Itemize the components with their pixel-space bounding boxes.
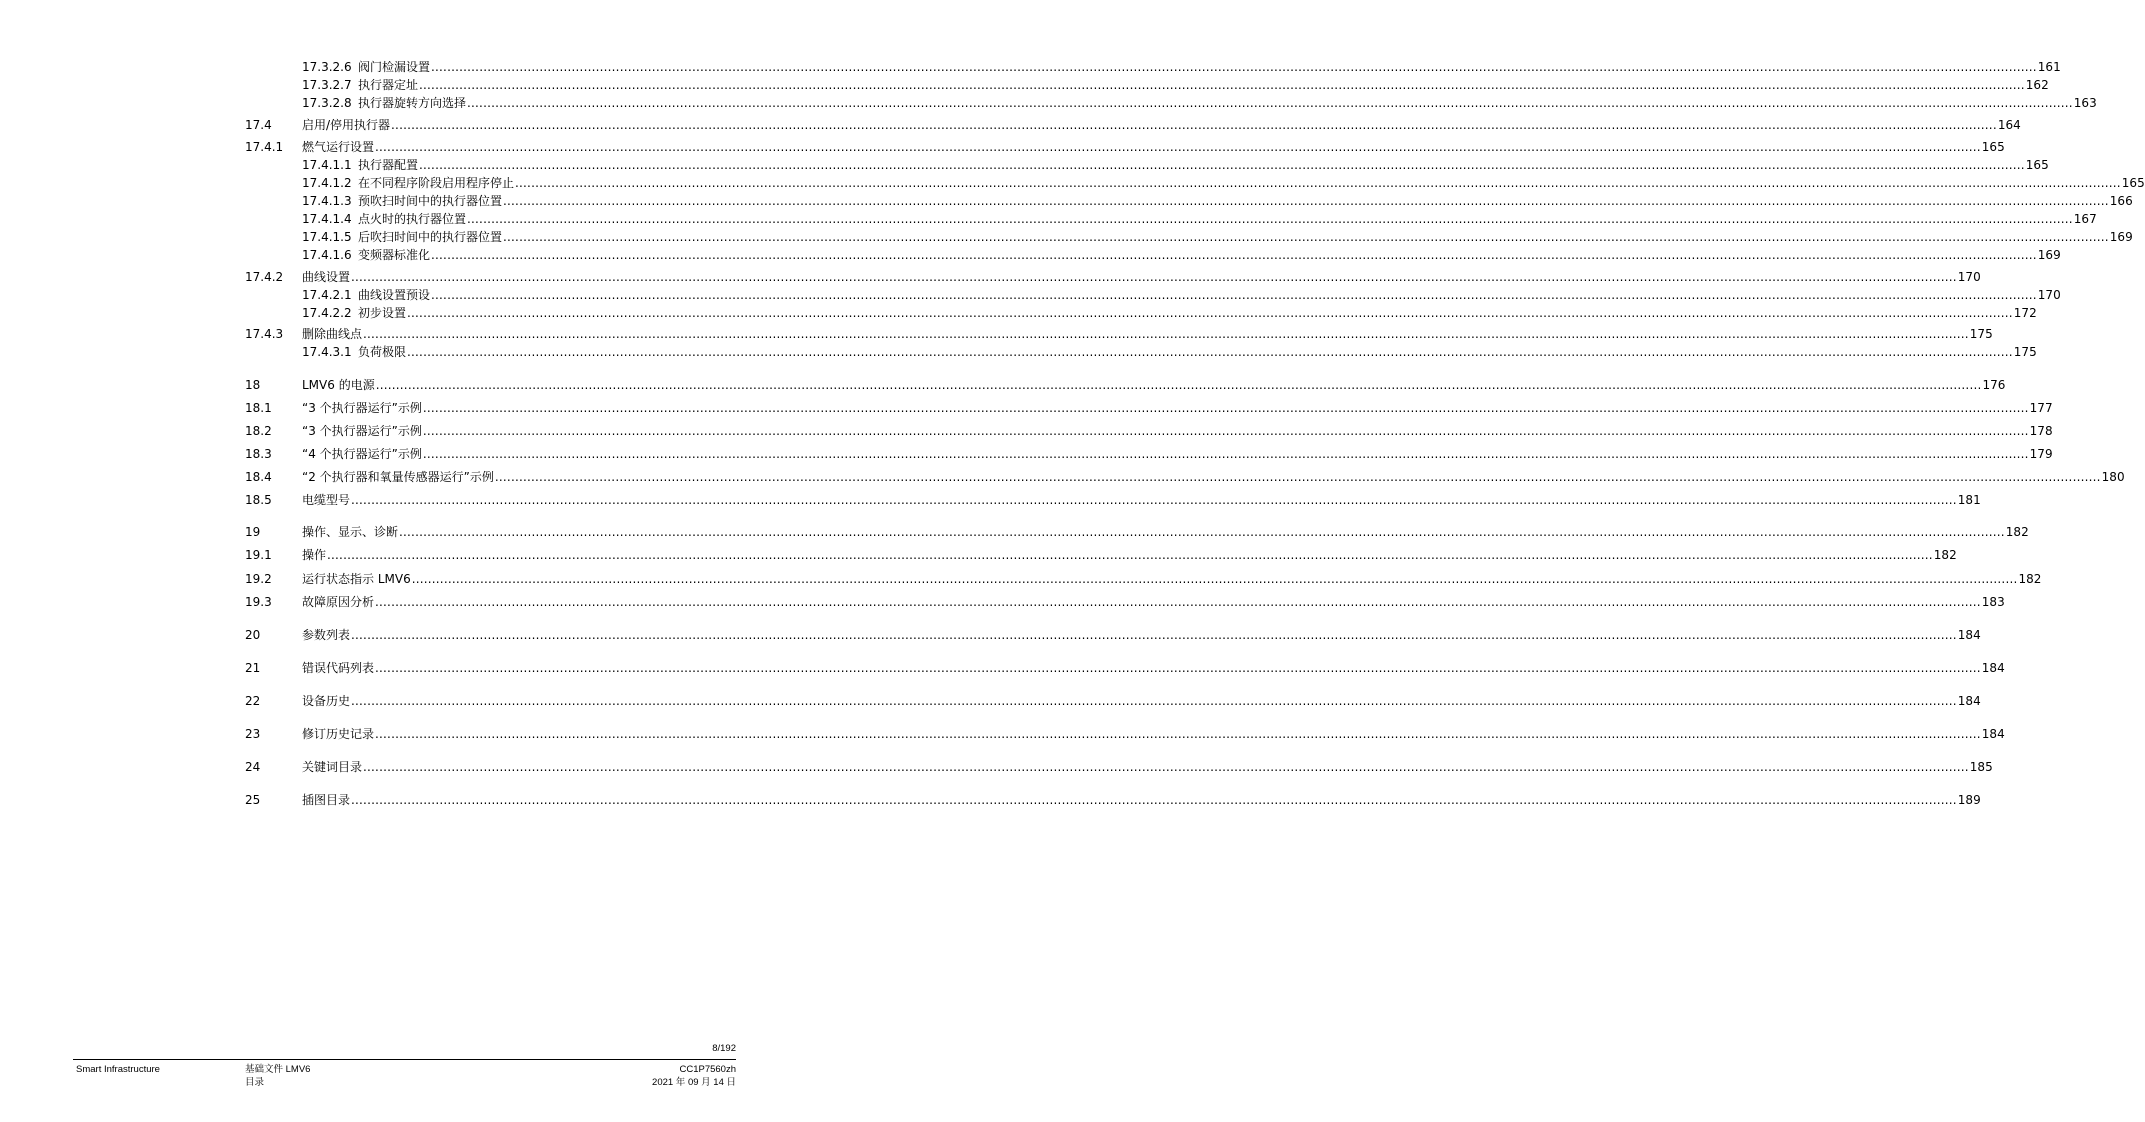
toc-entry-title: 负荷极限 xyxy=(358,345,407,359)
toc-entry-title: 曲线设置预设 xyxy=(358,288,431,302)
toc-entry-page: 161 xyxy=(2037,60,2061,74)
toc-entry-number: 18.5 xyxy=(245,493,272,507)
toc-entry-page: 165 xyxy=(2025,158,2049,172)
toc-entry-title-wrap xyxy=(302,156,418,174)
toc-entry-subnumber: 17.3.2.8 xyxy=(302,96,352,110)
toc-entry-page: 183 xyxy=(1981,595,2005,609)
toc-entry-page: 176 xyxy=(1982,378,2006,392)
toc-entry-number: 17.4.2 xyxy=(245,270,284,284)
toc-entry-line xyxy=(302,468,2125,486)
toc-entry-title: 在不同程序阶段启用程序停止 xyxy=(358,176,515,190)
toc-entry[interactable] xyxy=(0,304,2037,322)
toc-entry-line xyxy=(302,523,2029,541)
footer-date: 2021 年 09 月 14 日 xyxy=(652,1077,736,1088)
toc-entry[interactable] xyxy=(0,376,2006,394)
toc-entry-title-wrap xyxy=(302,192,502,210)
toc-entry-line xyxy=(302,422,2053,440)
toc-dot-leader: ................................................................................................................................................................................................................................................................................................................................................................................................................ xyxy=(503,194,2109,208)
toc-entry[interactable] xyxy=(0,422,2053,440)
toc-entry-title: 关键词目录 xyxy=(302,760,363,774)
toc-entry-title-wrap xyxy=(302,659,374,677)
toc-entry[interactable] xyxy=(0,325,1993,343)
toc-entry-number: 25 xyxy=(245,793,261,807)
toc-entry-title: 执行器旋转方向选择 xyxy=(358,96,467,110)
toc-dot-leader: ................................................................................................................................................................................................................................................................................................................................................................................................................ xyxy=(351,270,1957,284)
toc-entry-title: “4 个执行器运行”示例 xyxy=(302,447,422,461)
toc-entry-title-wrap xyxy=(302,376,375,394)
toc-entry-line xyxy=(302,570,2042,588)
toc-entry[interactable] xyxy=(0,791,1981,809)
toc-entry-title: 修订历史记录 xyxy=(302,727,375,741)
toc-entry-page: 163 xyxy=(2073,96,2097,110)
toc-dot-leader: ................................................................................................................................................................................................................................................................................................................................................................................................................ xyxy=(407,306,2013,320)
toc-entry-title-wrap xyxy=(302,523,398,541)
toc-entry-page: 162 xyxy=(2025,78,2049,92)
toc-entry-page: 181 xyxy=(1957,493,1981,507)
toc-entry-subnumber: 17.4.1.3 xyxy=(302,194,352,208)
toc-entry-page: 167 xyxy=(2073,212,2097,226)
toc-entry-title: 后吹扫时间中的执行器位置 xyxy=(358,230,503,244)
toc-entry[interactable] xyxy=(0,725,2005,743)
footer-doc-code: CC1P7560zh xyxy=(679,1064,736,1075)
toc-entry-page: 175 xyxy=(1969,327,1993,341)
footer-divider xyxy=(73,1059,736,1060)
toc-entry-subnumber: 17.4.2.1 xyxy=(302,288,352,302)
toc-entry-line xyxy=(302,758,1993,776)
toc-entry-title: 运行状态指示 LMV6 xyxy=(302,572,411,586)
toc-entry-line xyxy=(302,343,2037,361)
toc-entry-title: 燃气运行设置 xyxy=(302,140,375,154)
toc-entry[interactable] xyxy=(0,523,2029,541)
toc-dot-leader: ................................................................................................................................................................................................................................................................................................................................................................................................................ xyxy=(411,572,2018,586)
toc-entry-title: 故障原因分析 xyxy=(302,595,375,609)
toc-entry-line xyxy=(302,210,2097,228)
toc-entry-subnumber: 17.3.2.6 xyxy=(302,60,352,74)
toc-entry-title: 错误代码列表 xyxy=(302,661,375,675)
toc-entry-number: 18.1 xyxy=(245,401,272,415)
toc-entry-page: 185 xyxy=(1969,760,1993,774)
toc-entry[interactable] xyxy=(0,692,1981,710)
toc-entry-line xyxy=(302,659,2005,677)
toc-entry-line xyxy=(302,325,1993,343)
toc-entry-page: 177 xyxy=(2029,401,2053,415)
toc-dot-leader: ................................................................................................................................................................................................................................................................................................................................................................................................................ xyxy=(431,288,2037,302)
toc-entry[interactable] xyxy=(0,174,2145,192)
toc-entry-title-wrap xyxy=(302,468,494,486)
toc-entry-title: 操作 xyxy=(302,548,327,562)
toc-dot-leader: ................................................................................................................................................................................................................................................................................................................................................................................................................ xyxy=(467,96,2073,110)
toc-dot-leader: ................................................................................................................................................................................................................................................................................................................................................................................................................ xyxy=(351,793,1957,807)
toc-entry-line xyxy=(302,116,2021,134)
footer-section: 目录 xyxy=(245,1077,265,1088)
toc-dot-leader: ................................................................................................................................................................................................................................................................................................................................................................................................................ xyxy=(494,470,2101,484)
toc-entry-title-wrap xyxy=(302,304,406,322)
toc-entry-title: “3 个执行器运行”示例 xyxy=(302,424,422,438)
toc-entry-page: 182 xyxy=(2018,572,2042,586)
toc-entry-title: 电缆型号 xyxy=(302,493,351,507)
toc-entry[interactable] xyxy=(0,491,1981,509)
toc-dot-leader: ................................................................................................................................................................................................................................................................................................................................................................................................................ xyxy=(351,493,1957,507)
toc-entry-title-wrap xyxy=(302,546,326,564)
toc-entry-title-wrap xyxy=(302,210,466,228)
toc-entry-subnumber: 17.4.2.2 xyxy=(302,306,352,320)
toc-dot-leader: ................................................................................................................................................................................................................................................................................................................................................................................................................ xyxy=(431,60,2037,74)
toc-entry-title: 阀门检漏设置 xyxy=(358,60,431,74)
toc-entry-number: 19.3 xyxy=(245,595,272,609)
toc-entry-title: 点火时的执行器位置 xyxy=(358,212,467,226)
footer-company: Smart Infrastructure xyxy=(76,1064,160,1075)
toc-entry-title-wrap xyxy=(302,399,422,417)
toc-entry-title: 初步设置 xyxy=(358,306,407,320)
toc-entry-title: 曲线设置 xyxy=(302,270,351,284)
toc-entry-line xyxy=(302,286,2061,304)
toc-entry-title-wrap xyxy=(302,692,350,710)
toc-dot-leader: ................................................................................................................................................................................................................................................................................................................................................................................................................ xyxy=(351,628,1957,642)
toc-entry[interactable] xyxy=(0,626,1981,644)
toc-entry-title-wrap xyxy=(302,94,466,112)
toc-entry-page: 170 xyxy=(1957,270,1981,284)
toc-entry-title: 插图目录 xyxy=(302,793,351,807)
toc-entry-title: 设备历史 xyxy=(302,694,351,708)
toc-dot-leader: ................................................................................................................................................................................................................................................................................................................................................................................................................ xyxy=(399,525,2005,539)
toc-entry-number: 18.3 xyxy=(245,447,272,461)
toc-entry[interactable] xyxy=(0,399,2053,417)
toc-entry-title-wrap xyxy=(302,343,406,361)
toc-entry[interactable] xyxy=(0,268,1981,286)
toc-dot-leader: ................................................................................................................................................................................................................................................................................................................................................................................................................ xyxy=(375,727,1981,741)
toc-entry-page: 172 xyxy=(2013,306,2037,320)
toc-entry-page: 180 xyxy=(2101,470,2125,484)
toc-entry-page: 175 xyxy=(2013,345,2037,359)
toc-entry-line xyxy=(302,692,1981,710)
toc-entry-line xyxy=(302,304,2037,322)
toc-entry-title: LMV6 的电源 xyxy=(302,378,375,392)
toc-entry-title: 预吹扫时间中的执行器位置 xyxy=(358,194,503,208)
toc-entry-number: 17.4.1 xyxy=(245,140,284,154)
toc-entry-title-wrap xyxy=(302,791,350,809)
toc-entry-title-wrap xyxy=(302,570,411,588)
toc-entry-number: 18.2 xyxy=(245,424,272,438)
toc-entry[interactable] xyxy=(0,210,2097,228)
toc-entry-page: 169 xyxy=(2037,248,2061,262)
toc-entry-title-wrap xyxy=(302,228,502,246)
toc-entry-line xyxy=(302,174,2145,192)
toc-entry-title-wrap xyxy=(302,286,430,304)
toc-entry-title: “3 个执行器运行”示例 xyxy=(302,401,422,415)
toc-entry-title-wrap xyxy=(302,593,374,611)
toc-entry[interactable] xyxy=(0,156,2049,174)
toc-entry-page: 166 xyxy=(2109,194,2133,208)
toc-entry-title-wrap xyxy=(302,325,362,343)
toc-entry-number: 19.1 xyxy=(245,548,272,562)
toc-dot-leader: ................................................................................................................................................................................................................................................................................................................................................................................................................ xyxy=(422,424,2029,438)
toc-entry-title-wrap xyxy=(302,491,350,509)
toc-entry-number: 24 xyxy=(245,760,261,774)
toc-entry-title-wrap xyxy=(302,268,350,286)
toc-entry-line xyxy=(302,725,2005,743)
toc-dot-leader: ................................................................................................................................................................................................................................................................................................................................................................................................................ xyxy=(375,661,1981,675)
toc-entry-page: 189 xyxy=(1957,793,1981,807)
toc-entry-title-wrap xyxy=(302,725,374,743)
toc-entry-title-wrap xyxy=(302,445,422,463)
toc-entry[interactable] xyxy=(0,593,2005,611)
toc-entry-title: 参数列表 xyxy=(302,628,351,642)
toc-entry-line xyxy=(302,268,1981,286)
toc-entry-title-wrap xyxy=(302,116,390,134)
toc-entry-title: 操作、显示、诊断 xyxy=(302,525,399,539)
toc-entry-line xyxy=(302,593,2005,611)
toc-entry-title-wrap xyxy=(302,246,430,264)
toc-entry[interactable] xyxy=(0,546,1957,564)
toc-entry-title: 变频器标准化 xyxy=(358,248,431,262)
toc-dot-leader: ................................................................................................................................................................................................................................................................................................................................................................................................................ xyxy=(431,248,2037,262)
toc-entry-subnumber: 17.4.1.1 xyxy=(302,158,352,172)
toc-dot-leader: ................................................................................................................................................................................................................................................................................................................................................................................................................ xyxy=(391,118,1997,132)
toc-entry-title: “2 个执行器和氧量传感器运行”示例 xyxy=(302,470,494,484)
toc-entry-line xyxy=(302,246,2061,264)
toc-entry-page: 165 xyxy=(2121,176,2145,190)
toc-entry-number: 22 xyxy=(245,694,261,708)
toc-entry-line xyxy=(302,376,2006,394)
toc-dot-leader: ................................................................................................................................................................................................................................................................................................................................................................................................................ xyxy=(327,548,1933,562)
toc-entry-number: 18 xyxy=(245,378,261,392)
toc-dot-leader: ................................................................................................................................................................................................................................................................................................................................................................................................................ xyxy=(419,158,2025,172)
toc-entry-page: 184 xyxy=(1981,727,2005,741)
toc-entry-page: 165 xyxy=(1981,140,2005,154)
toc-entry-number: 21 xyxy=(245,661,261,675)
toc-entry[interactable] xyxy=(0,659,2005,677)
toc-dot-leader: ................................................................................................................................................................................................................................................................................................................................................................................................................ xyxy=(467,212,2073,226)
toc-entry-title-wrap xyxy=(302,58,430,76)
toc-entry[interactable] xyxy=(0,94,2097,112)
toc-dot-leader: ................................................................................................................................................................................................................................................................................................................................................................................................................ xyxy=(351,694,1957,708)
toc-dot-leader: ................................................................................................................................................................................................................................................................................................................................................................................................................ xyxy=(422,401,2029,415)
toc-entry-subnumber: 17.4.3.1 xyxy=(302,345,352,359)
toc-entry-title-wrap xyxy=(302,422,422,440)
toc-entry-line xyxy=(302,156,2049,174)
toc-entry-title-wrap xyxy=(302,758,362,776)
toc-dot-leader: ................................................................................................................................................................................................................................................................................................................................................................................................................ xyxy=(419,78,2025,92)
toc-entry-page: 184 xyxy=(1981,661,2005,675)
toc-entry[interactable] xyxy=(0,445,2053,463)
toc-dot-leader: ................................................................................................................................................................................................................................................................................................................................................................................................................ xyxy=(363,760,1969,774)
toc-entry[interactable] xyxy=(0,116,2021,134)
footer-doc-title: 基础文件 LMV6 xyxy=(245,1064,311,1075)
toc-entry-line xyxy=(302,445,2053,463)
toc-entry-page: 184 xyxy=(1957,694,1981,708)
toc-entry[interactable] xyxy=(0,76,2049,94)
toc-entry-page: 164 xyxy=(1997,118,2021,132)
toc-dot-leader: ................................................................................................................................................................................................................................................................................................................................................................................................................ xyxy=(375,595,1981,609)
toc-entry-title-wrap xyxy=(302,626,350,644)
toc-entry-line xyxy=(302,626,1981,644)
toc-entry-line xyxy=(302,76,2049,94)
toc-entry-page: 184 xyxy=(1957,628,1981,642)
toc-entry-line xyxy=(302,192,2133,210)
toc-entry[interactable] xyxy=(0,570,2042,588)
toc-entry-title-wrap xyxy=(302,174,514,192)
toc-entry[interactable] xyxy=(0,286,2061,304)
toc-entry-number: 19 xyxy=(245,525,261,539)
toc-entry-page: 179 xyxy=(2029,447,2053,461)
toc-entry[interactable] xyxy=(0,758,1993,776)
toc-entry-title: 执行器定址 xyxy=(358,78,419,92)
toc-dot-leader: ................................................................................................................................................................................................................................................................................................................................................................................................................ xyxy=(422,447,2029,461)
toc-entry-subnumber: 17.4.1.2 xyxy=(302,176,352,190)
toc-entry-title: 删除曲线点 xyxy=(302,327,363,341)
toc-dot-leader: ................................................................................................................................................................................................................................................................................................................................................................................................................ xyxy=(363,327,1969,341)
toc-entry-number: 20 xyxy=(245,628,261,642)
toc-dot-leader: ................................................................................................................................................................................................................................................................................................................................................................................................................ xyxy=(407,345,2013,359)
toc-entry-number: 17.4.3 xyxy=(245,327,284,341)
toc-entry-page: 182 xyxy=(1933,548,1957,562)
toc-dot-leader: ................................................................................................................................................................................................................................................................................................................................................................................................................ xyxy=(375,378,1982,392)
toc-entry-subnumber: 17.4.1.4 xyxy=(302,212,352,226)
toc-entry-title-wrap xyxy=(302,138,374,156)
toc-entry-line xyxy=(302,491,1981,509)
toc-entry-title-wrap xyxy=(302,76,418,94)
toc-entry-subnumber: 17.4.1.6 xyxy=(302,248,352,262)
toc-entry-number: 17.4 xyxy=(245,118,272,132)
toc-entry-line xyxy=(302,546,1957,564)
toc-entry-line xyxy=(302,58,2061,76)
toc-dot-leader: ................................................................................................................................................................................................................................................................................................................................................................................................................ xyxy=(375,140,1981,154)
toc-entry[interactable] xyxy=(0,343,2037,361)
toc-entry-page: 178 xyxy=(2029,424,2053,438)
toc-entry-line xyxy=(302,138,2005,156)
toc-entry[interactable] xyxy=(0,192,2133,210)
toc-entry-page: 169 xyxy=(2109,230,2133,244)
toc-entry-number: 23 xyxy=(245,727,261,741)
toc-dot-leader: ................................................................................................................................................................................................................................................................................................................................................................................................................ xyxy=(503,230,2109,244)
toc-entry-title: 启用/停用执行器 xyxy=(302,118,391,132)
toc-entry[interactable] xyxy=(0,58,2061,76)
toc-entry[interactable] xyxy=(0,228,2133,246)
toc-entry-line xyxy=(302,399,2053,417)
toc-entry[interactable] xyxy=(0,468,2125,486)
toc-entry-title: 执行器配置 xyxy=(358,158,419,172)
toc-entry-page: 182 xyxy=(2005,525,2029,539)
toc-entry-subnumber: 17.4.1.5 xyxy=(302,230,352,244)
page-number: 8/192 xyxy=(712,1043,736,1054)
toc-entry-number: 19.2 xyxy=(245,572,272,586)
toc-dot-leader: ................................................................................................................................................................................................................................................................................................................................................................................................................ xyxy=(515,176,2121,190)
toc-entry[interactable] xyxy=(0,246,2061,264)
toc-entry-page: 170 xyxy=(2037,288,2061,302)
toc-entry-number: 18.4 xyxy=(245,470,272,484)
toc-entry[interactable] xyxy=(0,138,2005,156)
toc-entry-line xyxy=(302,228,2133,246)
toc-entry-line xyxy=(302,791,1981,809)
toc-entry-subnumber: 17.3.2.7 xyxy=(302,78,352,92)
toc-entry-line xyxy=(302,94,2097,112)
